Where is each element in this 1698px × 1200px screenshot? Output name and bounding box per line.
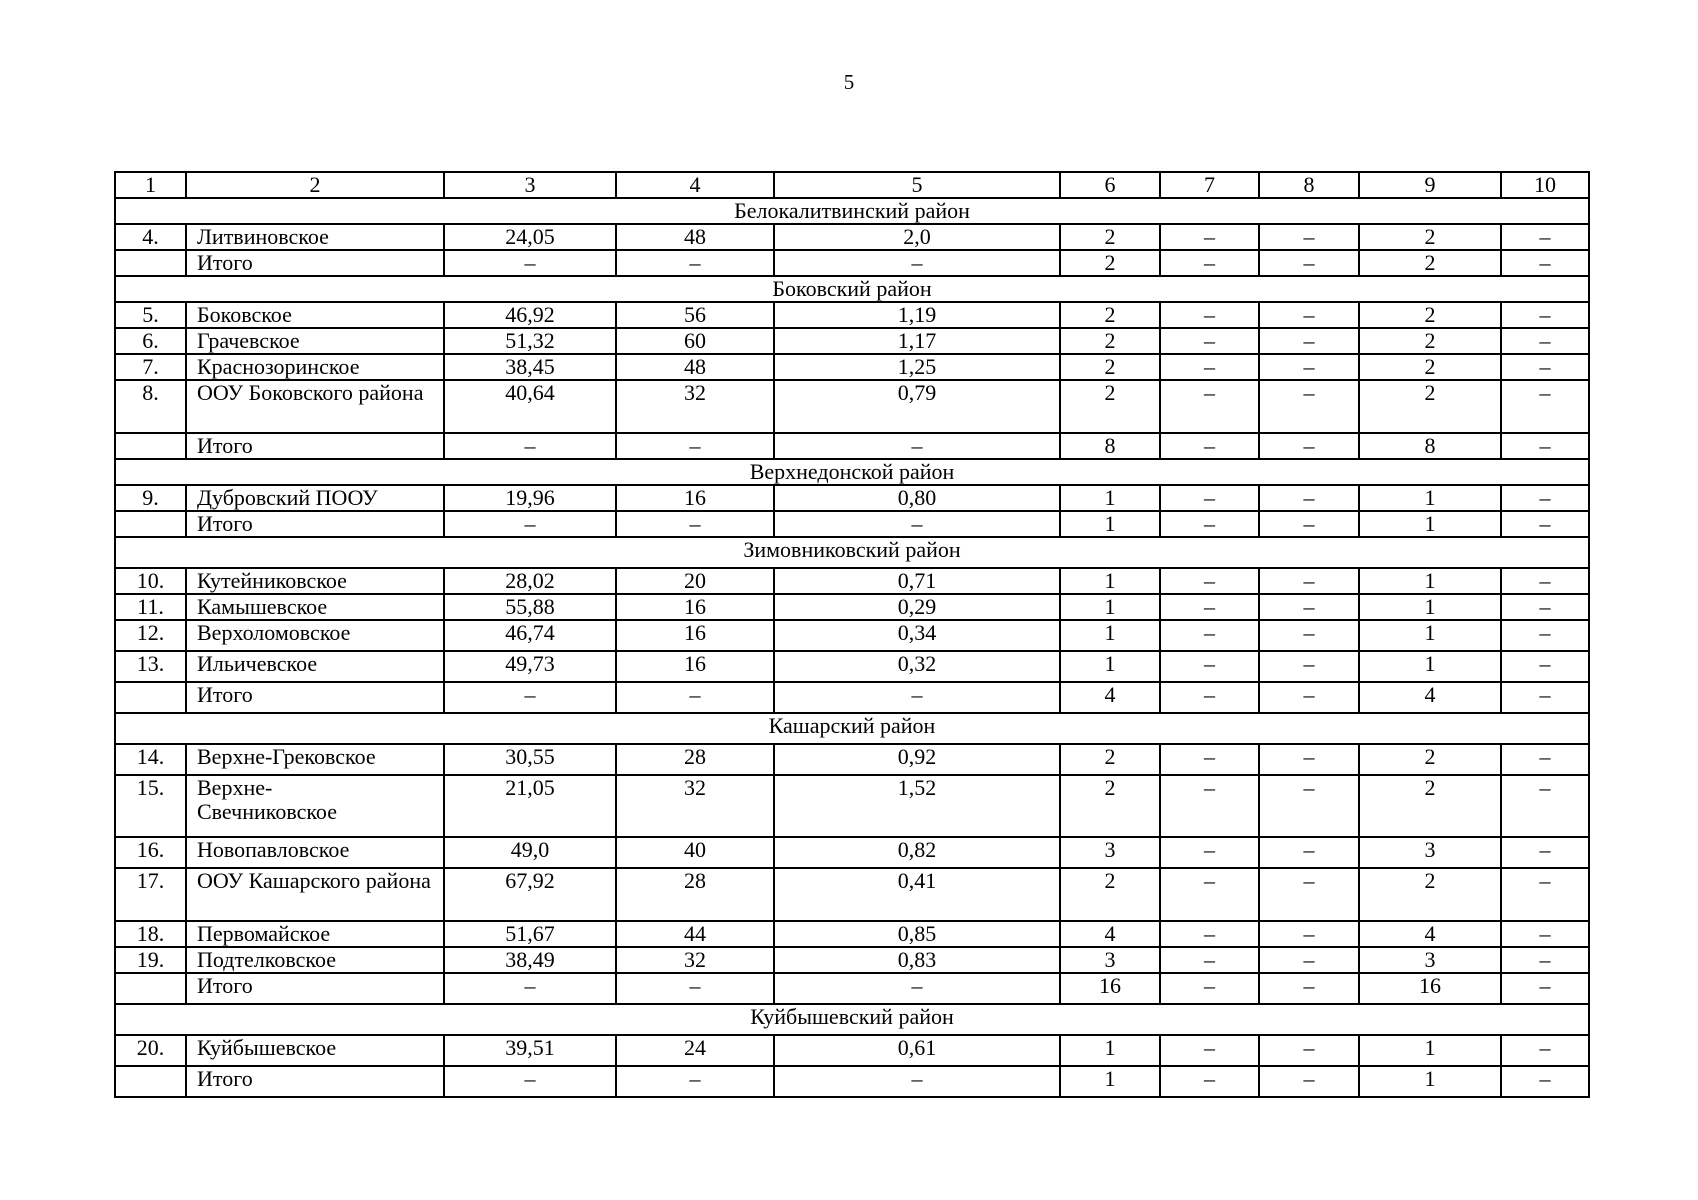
district-row — [115, 537, 1589, 568]
table-cell: 1 — [1060, 568, 1160, 594]
table-cell: 46,74 — [444, 620, 616, 651]
table-cell: – — [1259, 568, 1359, 594]
table-cell: – — [1259, 224, 1359, 250]
header-cell: 8 — [1259, 172, 1359, 198]
table-cell: 48 — [616, 354, 774, 380]
table-row — [115, 354, 1589, 380]
total-row — [115, 433, 1589, 459]
table-cell: 24,05 — [444, 224, 616, 250]
table-cell: 1 — [1359, 511, 1501, 537]
row-number: 14. — [115, 744, 186, 775]
table-cell: – — [1501, 302, 1589, 328]
row-name: Подтелковское — [186, 947, 444, 973]
table-cell: 0,34 — [774, 620, 1060, 651]
total-row — [115, 973, 1589, 1004]
table-cell: – — [1259, 682, 1359, 713]
table-cell: 0,83 — [774, 947, 1060, 973]
table-cell: – — [1160, 620, 1259, 651]
table-cell: – — [1501, 921, 1589, 947]
table-cell: 56 — [616, 302, 774, 328]
table-cell: 40 — [616, 837, 774, 868]
table-cell: – — [1501, 328, 1589, 354]
table-cell: – — [1160, 433, 1259, 459]
table-cell: 46,92 — [444, 302, 616, 328]
table-cell: – — [774, 973, 1060, 1004]
table-cell: – — [1160, 511, 1259, 537]
table-cell: – — [1259, 775, 1359, 837]
table-cell: – — [1259, 973, 1359, 1004]
table-cell: 30,55 — [444, 744, 616, 775]
table-row — [115, 744, 1589, 775]
table-cell: – — [1501, 485, 1589, 511]
district-title: Боковский район — [115, 276, 1589, 302]
table-cell: 67,92 — [444, 868, 616, 921]
row-number — [115, 250, 186, 276]
table-row — [115, 868, 1589, 921]
table-cell: 32 — [616, 947, 774, 973]
table-row — [115, 1035, 1589, 1066]
row-number — [115, 1066, 186, 1097]
table-cell: – — [444, 250, 616, 276]
table-cell: – — [616, 973, 774, 1004]
row-number: 9. — [115, 485, 186, 511]
row-number — [115, 682, 186, 713]
table-cell: – — [1160, 380, 1259, 433]
table-cell: – — [616, 682, 774, 713]
row-name: Верхоломовское — [186, 620, 444, 651]
total-row — [115, 1066, 1589, 1097]
table-cell: 16 — [616, 651, 774, 682]
total-label: Итого — [186, 250, 444, 276]
row-number: 13. — [115, 651, 186, 682]
table-cell: 16 — [616, 485, 774, 511]
table-cell: – — [1259, 868, 1359, 921]
row-number: 4. — [115, 224, 186, 250]
table-cell: 0,92 — [774, 744, 1060, 775]
table-cell: – — [774, 1066, 1060, 1097]
table-cell: – — [1501, 511, 1589, 537]
header-cell: 4 — [616, 172, 774, 198]
table-cell: 0,71 — [774, 568, 1060, 594]
table-cell: 3 — [1359, 947, 1501, 973]
table-cell: 49,0 — [444, 837, 616, 868]
table-cell: 1,19 — [774, 302, 1060, 328]
row-number: 15. — [115, 775, 186, 837]
table-row — [115, 485, 1589, 511]
table-cell: 1 — [1060, 651, 1160, 682]
row-name: Боковское — [186, 302, 444, 328]
table-cell: 51,32 — [444, 328, 616, 354]
table-cell: 1,25 — [774, 354, 1060, 380]
table-cell: 39,51 — [444, 1035, 616, 1066]
table-cell: 4 — [1359, 921, 1501, 947]
table-cell: 8 — [1060, 433, 1160, 459]
table-cell: – — [1259, 837, 1359, 868]
row-name: Грачевское — [186, 328, 444, 354]
table-cell: 55,88 — [444, 594, 616, 620]
table-cell: 32 — [616, 775, 774, 837]
total-label: Итого — [186, 433, 444, 459]
table-cell: – — [1259, 250, 1359, 276]
row-number: 18. — [115, 921, 186, 947]
total-label: Итого — [186, 1066, 444, 1097]
table-cell: 4 — [1359, 682, 1501, 713]
table-row — [115, 380, 1589, 433]
header-cell: 5 — [774, 172, 1060, 198]
table-cell: – — [1259, 594, 1359, 620]
row-name: ООУ Боковского района — [186, 380, 444, 433]
table-cell: – — [1259, 921, 1359, 947]
table-cell: 1 — [1060, 511, 1160, 537]
table-cell: 16 — [616, 594, 774, 620]
table-cell: – — [774, 682, 1060, 713]
table-cell: – — [1160, 921, 1259, 947]
total-label: Итого — [186, 682, 444, 713]
table-cell: – — [1259, 485, 1359, 511]
district-title: Куйбышевский район — [115, 1004, 1589, 1035]
row-number — [115, 433, 186, 459]
table-cell: 2 — [1359, 302, 1501, 328]
total-row — [115, 250, 1589, 276]
table-cell: – — [774, 511, 1060, 537]
table-cell: 2 — [1060, 250, 1160, 276]
table-cell: 20 — [616, 568, 774, 594]
table-cell: 1 — [1359, 651, 1501, 682]
table-cell: 2 — [1359, 380, 1501, 433]
table-cell: 38,49 — [444, 947, 616, 973]
table-cell: – — [1259, 1066, 1359, 1097]
table-cell: – — [1160, 1035, 1259, 1066]
table-cell: – — [774, 433, 1060, 459]
row-number: 5. — [115, 302, 186, 328]
table-row — [115, 620, 1589, 651]
row-number: 11. — [115, 594, 186, 620]
district-title: Верхнедонской район — [115, 459, 1589, 485]
row-number: 6. — [115, 328, 186, 354]
table-cell: 28 — [616, 744, 774, 775]
table-cell: – — [1160, 485, 1259, 511]
table-cell: 2 — [1359, 354, 1501, 380]
row-name: Верхне-Грековское — [186, 744, 444, 775]
table-cell: 2 — [1359, 250, 1501, 276]
table-cell: – — [1259, 744, 1359, 775]
table-cell: 1 — [1359, 1035, 1501, 1066]
table-row — [115, 568, 1589, 594]
table-cell: – — [1259, 380, 1359, 433]
table-cell: – — [1259, 302, 1359, 328]
table-cell: – — [1501, 380, 1589, 433]
table-cell: – — [444, 433, 616, 459]
district-row — [115, 198, 1589, 224]
table-cell: – — [1160, 594, 1259, 620]
table-cell: 0,29 — [774, 594, 1060, 620]
table-cell: – — [1501, 973, 1589, 1004]
table-cell: 60 — [616, 328, 774, 354]
table-cell: – — [444, 1066, 616, 1097]
table-cell: 0,32 — [774, 651, 1060, 682]
table-cell: 3 — [1060, 947, 1160, 973]
district-row — [115, 713, 1589, 744]
row-number: 10. — [115, 568, 186, 594]
table-cell: – — [1501, 594, 1589, 620]
table-cell: – — [1259, 354, 1359, 380]
table-row — [115, 837, 1589, 868]
row-name: Камышевское — [186, 594, 444, 620]
district-row — [115, 276, 1589, 302]
district-row — [115, 459, 1589, 485]
table-cell: – — [1501, 354, 1589, 380]
table-cell: 0,61 — [774, 1035, 1060, 1066]
table-cell: – — [616, 511, 774, 537]
table-cell: 51,67 — [444, 921, 616, 947]
table-cell: – — [1160, 250, 1259, 276]
row-number: 16. — [115, 837, 186, 868]
table-body — [115, 198, 1589, 1097]
table-cell: 44 — [616, 921, 774, 947]
table-cell: 16 — [1060, 973, 1160, 1004]
row-number — [115, 511, 186, 537]
table-cell: 16 — [1359, 973, 1501, 1004]
table-cell: 2,0 — [774, 224, 1060, 250]
header-cell: 10 — [1501, 172, 1589, 198]
table-row — [115, 302, 1589, 328]
table-cell: – — [1501, 775, 1589, 837]
table-cell: 2 — [1060, 380, 1160, 433]
header-cell: 6 — [1060, 172, 1160, 198]
table-cell: 0,79 — [774, 380, 1060, 433]
table-cell: – — [1501, 1066, 1589, 1097]
table-cell: 2 — [1060, 302, 1160, 328]
total-label: Итого — [186, 973, 444, 1004]
row-name: Новопавловское — [186, 837, 444, 868]
row-number: 8. — [115, 380, 186, 433]
table-cell: – — [1160, 837, 1259, 868]
table-cell: – — [1501, 250, 1589, 276]
table-cell: – — [444, 511, 616, 537]
row-number: 20. — [115, 1035, 186, 1066]
table-cell: – — [1160, 224, 1259, 250]
table-cell: 24 — [616, 1035, 774, 1066]
district-row — [115, 1004, 1589, 1035]
table-cell: 1 — [1060, 594, 1160, 620]
table-cell: 49,73 — [444, 651, 616, 682]
table-cell: 1 — [1060, 485, 1160, 511]
table-cell: 28 — [616, 868, 774, 921]
table-cell: 1,52 — [774, 775, 1060, 837]
row-name: Ильичевское — [186, 651, 444, 682]
row-number: 19. — [115, 947, 186, 973]
table-cell: 1,17 — [774, 328, 1060, 354]
table-cell: – — [444, 682, 616, 713]
table-cell: 1 — [1359, 1066, 1501, 1097]
table-cell: – — [1501, 620, 1589, 651]
table-cell: 2 — [1060, 224, 1160, 250]
table-cell: 2 — [1060, 328, 1160, 354]
table-cell: – — [1501, 744, 1589, 775]
district-title: Зимовниковский район — [115, 537, 1589, 568]
header-cell: 1 — [115, 172, 186, 198]
table-cell: – — [616, 250, 774, 276]
row-name: Куйбышевское — [186, 1035, 444, 1066]
table-cell: 32 — [616, 380, 774, 433]
table-cell: 0,82 — [774, 837, 1060, 868]
table-cell: 0,80 — [774, 485, 1060, 511]
table-cell: – — [1259, 328, 1359, 354]
table-cell: 16 — [616, 620, 774, 651]
table-cell: – — [1160, 682, 1259, 713]
header-cell: 9 — [1359, 172, 1501, 198]
page-number: 5 — [843, 70, 855, 94]
table-cell: – — [1259, 511, 1359, 537]
table-cell: 38,45 — [444, 354, 616, 380]
table-cell: 48 — [616, 224, 774, 250]
table-cell: – — [1160, 651, 1259, 682]
table-cell: – — [1160, 973, 1259, 1004]
table-cell: – — [1160, 328, 1259, 354]
table-cell: – — [1501, 682, 1589, 713]
table-cell: – — [444, 973, 616, 1004]
table-row — [115, 594, 1589, 620]
table-cell: 2 — [1060, 354, 1160, 380]
table-cell: – — [774, 250, 1060, 276]
table-cell: 2 — [1359, 775, 1501, 837]
table-cell: – — [1160, 775, 1259, 837]
table-cell: – — [1501, 568, 1589, 594]
table-cell: 4 — [1060, 921, 1160, 947]
table-cell: – — [1259, 433, 1359, 459]
table-cell: 8 — [1359, 433, 1501, 459]
table-cell: – — [1501, 947, 1589, 973]
table-cell: – — [1501, 1035, 1589, 1066]
header-cell: 3 — [444, 172, 616, 198]
table-cell: – — [1259, 651, 1359, 682]
row-name: Дубровский ПООУ — [186, 485, 444, 511]
table-row — [115, 224, 1589, 250]
table-row — [115, 775, 1589, 837]
table-cell: – — [1259, 1035, 1359, 1066]
table-cell: 2 — [1359, 868, 1501, 921]
table-cell: 2 — [1359, 224, 1501, 250]
table-cell: 19,96 — [444, 485, 616, 511]
table-cell: 3 — [1060, 837, 1160, 868]
total-label: Итого — [186, 511, 444, 537]
table-cell: 1 — [1359, 594, 1501, 620]
row-name: Первомайское — [186, 921, 444, 947]
table-cell: – — [1160, 947, 1259, 973]
table-row — [115, 921, 1589, 947]
table-cell: – — [1501, 651, 1589, 682]
header-row — [115, 172, 1589, 198]
table-cell: 21,05 — [444, 775, 616, 837]
table-cell: 4 — [1060, 682, 1160, 713]
table-cell: 3 — [1359, 837, 1501, 868]
row-name: Литвиновское — [186, 224, 444, 250]
total-row — [115, 511, 1589, 537]
table-cell: 2 — [1359, 744, 1501, 775]
table-cell: 0,41 — [774, 868, 1060, 921]
table-cell: – — [1259, 947, 1359, 973]
table-row — [115, 328, 1589, 354]
district-title: Кашарский район — [115, 713, 1589, 744]
header-cell: 7 — [1160, 172, 1259, 198]
table-cell: 2 — [1060, 775, 1160, 837]
table-cell: 0,85 — [774, 921, 1060, 947]
row-number: 7. — [115, 354, 186, 380]
table-cell: – — [1160, 302, 1259, 328]
table-cell: 28,02 — [444, 568, 616, 594]
row-name: Верхне- Свечниковское — [186, 775, 444, 837]
header-cell: 2 — [186, 172, 444, 198]
total-row — [115, 682, 1589, 713]
row-name: ООУ Кашарского района — [186, 868, 444, 921]
table-cell: – — [1501, 224, 1589, 250]
table-cell: 40,64 — [444, 380, 616, 433]
table-cell: – — [1160, 354, 1259, 380]
data-table — [114, 171, 1590, 1098]
district-title: Белокалитвинский район — [115, 198, 1589, 224]
table-cell: – — [1501, 837, 1589, 868]
table-cell: – — [616, 433, 774, 459]
table-cell: 1 — [1060, 620, 1160, 651]
table-cell: – — [1501, 868, 1589, 921]
table-cell: 1 — [1060, 1035, 1160, 1066]
table-cell: 1 — [1359, 620, 1501, 651]
table-cell: 2 — [1060, 744, 1160, 775]
table-cell: – — [1259, 620, 1359, 651]
row-name: Кутейниковское — [186, 568, 444, 594]
row-name: Краснозоринское — [186, 354, 444, 380]
table-cell: 1 — [1359, 568, 1501, 594]
row-number — [115, 973, 186, 1004]
table-cell: – — [616, 1066, 774, 1097]
table-row — [115, 651, 1589, 682]
row-number: 12. — [115, 620, 186, 651]
row-number: 17. — [115, 868, 186, 921]
table-row — [115, 947, 1589, 973]
table-cell: 2 — [1359, 328, 1501, 354]
table-cell: – — [1501, 433, 1589, 459]
table-cell: 2 — [1060, 868, 1160, 921]
table-cell: 1 — [1060, 1066, 1160, 1097]
table-cell: – — [1160, 744, 1259, 775]
table-cell: – — [1160, 568, 1259, 594]
table-cell: – — [1160, 868, 1259, 921]
table-cell: – — [1160, 1066, 1259, 1097]
table-cell: 1 — [1359, 485, 1501, 511]
